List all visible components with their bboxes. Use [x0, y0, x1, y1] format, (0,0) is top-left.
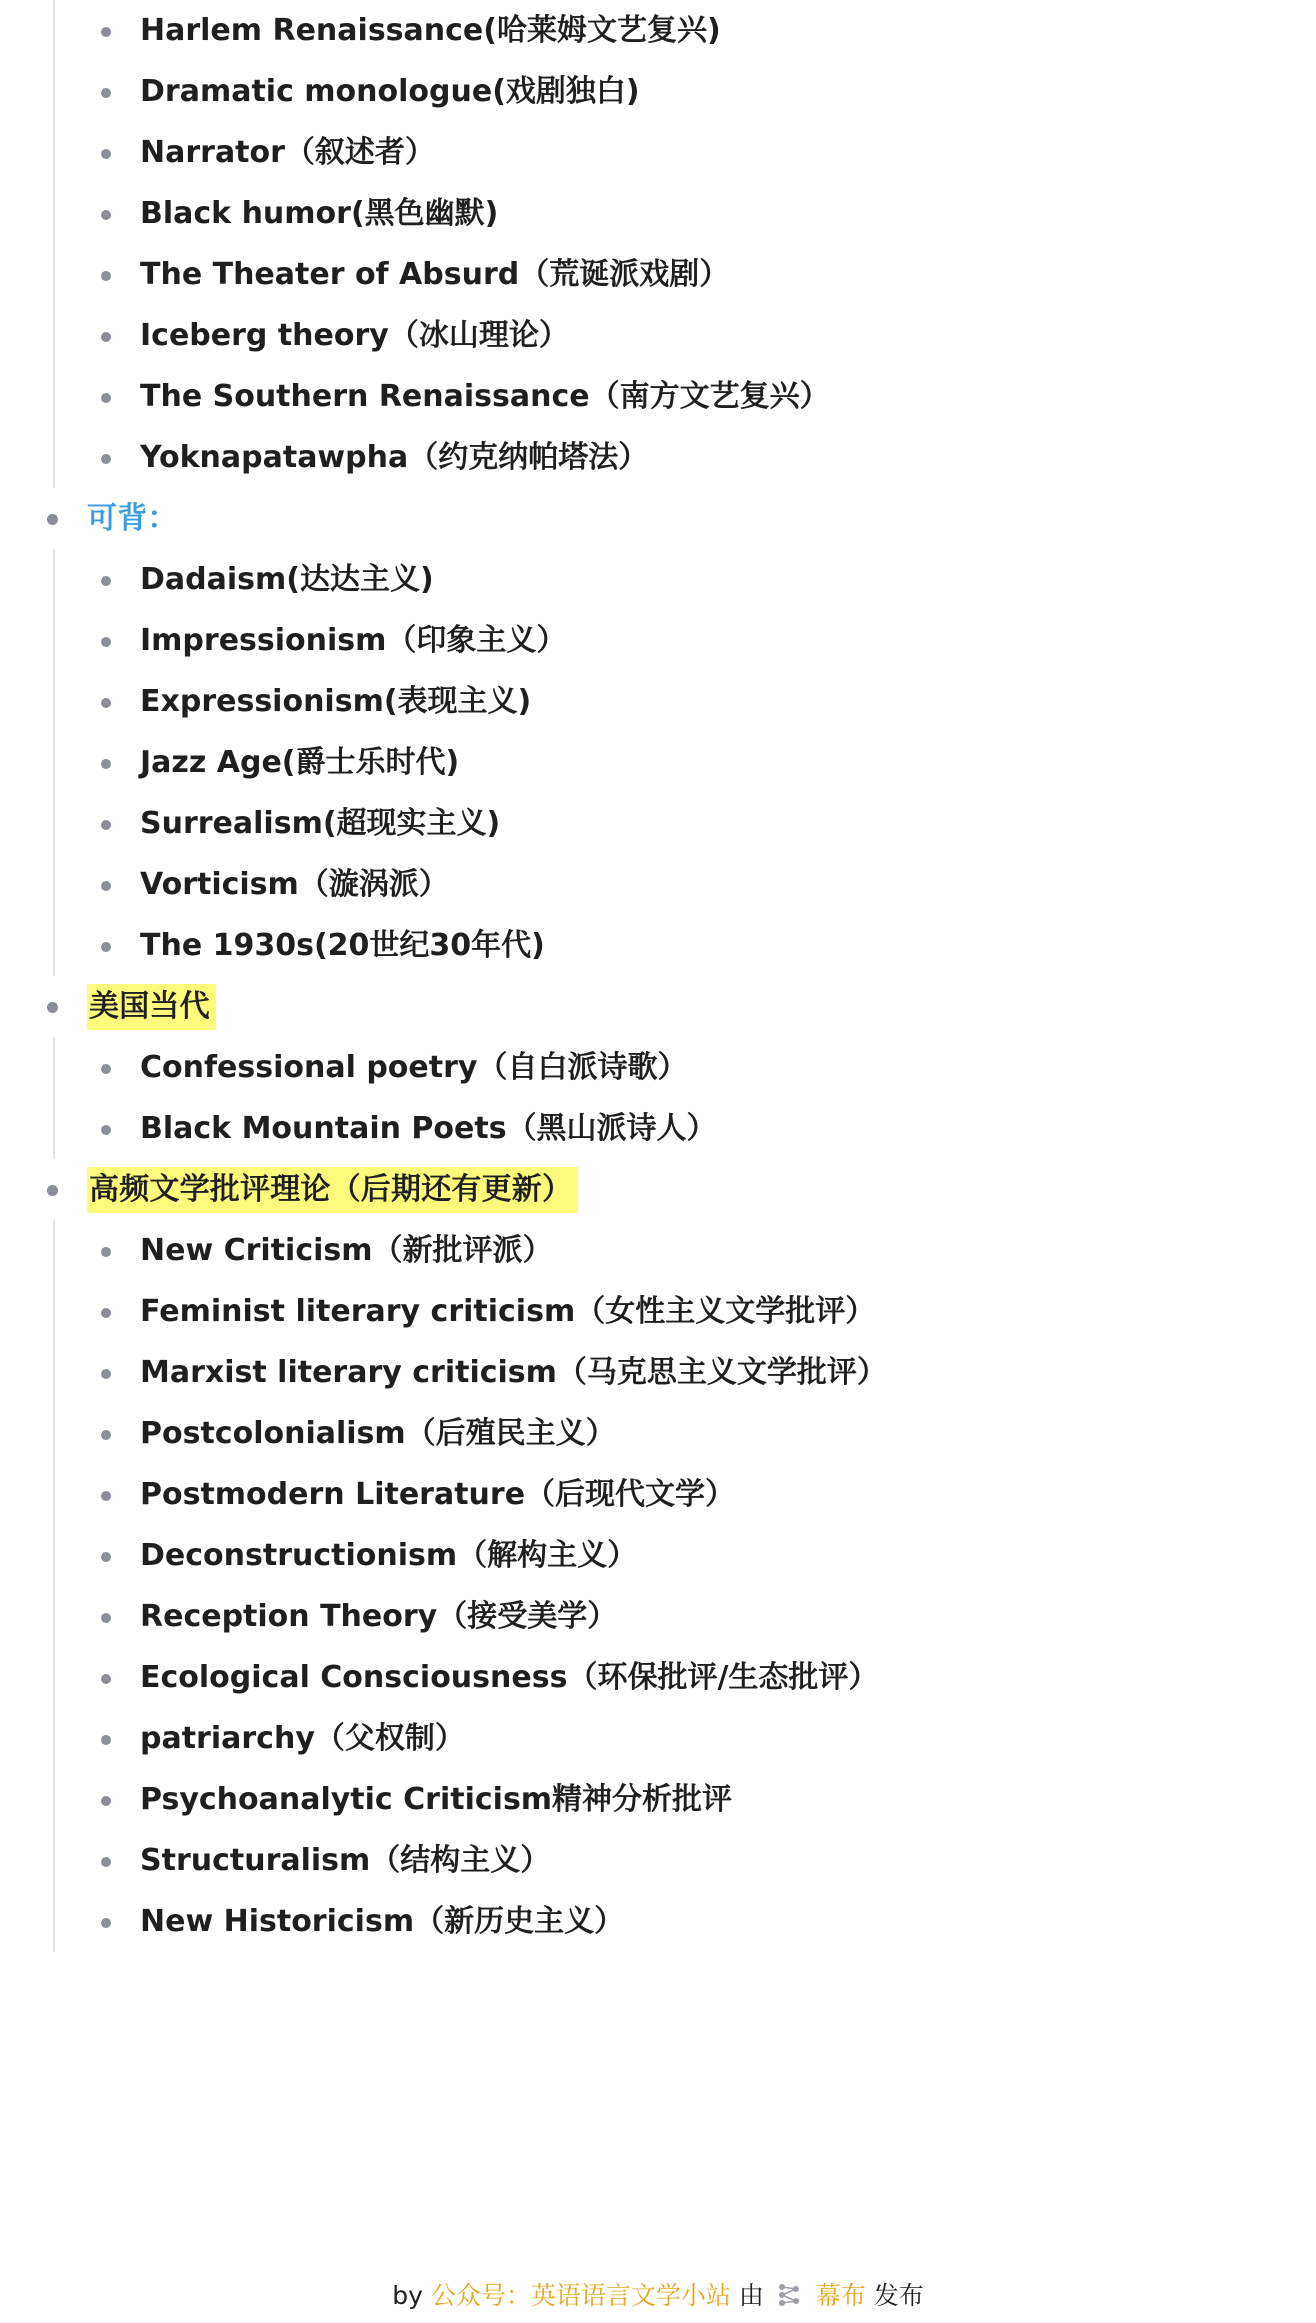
- list-item[interactable]: [0, 1037, 1316, 1098]
- outline-group-memorize: [0, 549, 1316, 976]
- list-item-text: patriarchy（父权制）: [140, 1721, 465, 1756]
- bullet-icon[interactable]: [101, 1308, 111, 1318]
- outline-node-american-contemporary[interactable]: [0, 976, 1316, 1037]
- list-item[interactable]: [0, 1891, 1316, 1952]
- list-item-text: Postmodern Literature（后现代文学）: [140, 1477, 736, 1512]
- bullet-icon[interactable]: [101, 820, 111, 830]
- list-item-text: Psychoanalytic Criticism精神分析批评: [140, 1782, 733, 1817]
- list-item[interactable]: [0, 1769, 1316, 1830]
- list-item[interactable]: [0, 1464, 1316, 1525]
- bullet-icon[interactable]: [101, 88, 111, 98]
- bullet-icon[interactable]: [101, 1735, 111, 1745]
- list-item[interactable]: [0, 427, 1316, 488]
- bullet-icon[interactable]: [101, 1552, 111, 1562]
- list-item-text: Postcolonialism（后殖民主义）: [140, 1416, 616, 1451]
- bullet-icon[interactable]: [101, 454, 111, 464]
- list-item[interactable]: [0, 1403, 1316, 1464]
- bullet-icon[interactable]: [101, 1918, 111, 1928]
- footer-by-text: by: [392, 2281, 423, 2310]
- list-item[interactable]: [0, 244, 1316, 305]
- list-item-text: Reception Theory（接受美学）: [140, 1599, 618, 1634]
- bullet-icon[interactable]: [101, 1491, 111, 1501]
- outline-node-title: 可背：: [87, 501, 178, 536]
- list-item[interactable]: [0, 1647, 1316, 1708]
- bullet-icon[interactable]: [47, 1185, 58, 1196]
- list-item-text: Dramatic monologue(戏剧独白): [140, 74, 640, 109]
- list-item[interactable]: [0, 732, 1316, 793]
- bullet-icon[interactable]: [101, 576, 111, 586]
- list-item-text: Expressionism(表现主义): [140, 684, 532, 719]
- bullet-icon[interactable]: [47, 1002, 58, 1013]
- bullet-icon[interactable]: [101, 332, 111, 342]
- footer-attribution: [0, 2278, 1316, 2314]
- list-item[interactable]: [0, 122, 1316, 183]
- footer-account-link[interactable]: 公众号：英语语言文学小站: [430, 2281, 731, 2310]
- list-item[interactable]: [0, 549, 1316, 610]
- list-item-text: Yoknapatawpha（约克纳帕塔法）: [140, 440, 649, 475]
- bullet-icon[interactable]: [101, 149, 111, 159]
- bullet-icon[interactable]: [101, 1613, 111, 1623]
- bullet-icon[interactable]: [101, 1857, 111, 1867]
- list-item[interactable]: [0, 671, 1316, 732]
- outline-node-title: 美国当代: [87, 984, 216, 1030]
- outline-node-title: 高频文学批评理论（后期还有更新）: [87, 1167, 578, 1213]
- bullet-icon[interactable]: [101, 759, 111, 769]
- list-item[interactable]: [0, 1830, 1316, 1891]
- list-item[interactable]: [0, 1098, 1316, 1159]
- footer-via-text: 由: [738, 2281, 764, 2310]
- list-item[interactable]: [0, 366, 1316, 427]
- bullet-icon[interactable]: [101, 698, 111, 708]
- list-item[interactable]: [0, 183, 1316, 244]
- outline-group-criticism-theory: [0, 1220, 1316, 1952]
- list-item-text: Harlem Renaissance(哈莱姆文艺复兴): [140, 13, 721, 48]
- bullet-icon[interactable]: [101, 27, 111, 37]
- outline-group-continued: [0, 0, 1316, 488]
- bullet-icon[interactable]: [101, 210, 111, 220]
- list-item[interactable]: [0, 793, 1316, 854]
- bullet-icon[interactable]: [101, 1064, 111, 1074]
- list-item[interactable]: [0, 1586, 1316, 1647]
- bullet-icon[interactable]: [101, 271, 111, 281]
- list-item[interactable]: [0, 1525, 1316, 1586]
- list-item[interactable]: [0, 1281, 1316, 1342]
- bullet-icon[interactable]: [101, 1430, 111, 1440]
- list-item[interactable]: [0, 1220, 1316, 1281]
- bullet-icon[interactable]: [101, 1247, 111, 1257]
- list-item-text: Black humor(黑色幽默): [140, 196, 499, 231]
- list-item-text: Confessional poetry（自白派诗歌）: [140, 1050, 688, 1085]
- list-item-text: Jazz Age(爵士乐时代): [140, 745, 460, 780]
- list-item-text: Marxist literary criticism（马克思主义文学批评）: [140, 1355, 887, 1390]
- list-item[interactable]: [0, 854, 1316, 915]
- list-item[interactable]: [0, 61, 1316, 122]
- list-item-text: Structuralism（结构主义）: [140, 1843, 551, 1878]
- bullet-icon[interactable]: [47, 514, 58, 525]
- mubu-logo-icon: [776, 2281, 804, 2309]
- list-item-text: Black Mountain Poets（黑山派诗人）: [140, 1111, 717, 1146]
- list-item-text: The Theater of Absurd（荒诞派戏剧）: [140, 257, 730, 292]
- bullet-icon[interactable]: [101, 393, 111, 403]
- footer-brand-link[interactable]: 幕布: [815, 2281, 866, 2310]
- list-item-text: Iceberg theory（冰山理论）: [140, 318, 569, 353]
- list-item-text: Narrator（叙述者）: [140, 135, 435, 170]
- list-item-text: Ecological Consciousness（环保批评/生态批评）: [140, 1660, 879, 1695]
- list-item[interactable]: [0, 1342, 1316, 1403]
- list-item-text: Surrealism(超现实主义): [140, 806, 501, 841]
- bullet-icon[interactable]: [101, 1796, 111, 1806]
- list-item-text: Dadaism(达达主义): [140, 562, 434, 597]
- list-item[interactable]: [0, 610, 1316, 671]
- list-item-text: Feminist literary criticism（女性主义文学批评）: [140, 1294, 876, 1329]
- list-item[interactable]: [0, 0, 1316, 61]
- bullet-icon[interactable]: [101, 942, 111, 952]
- list-item-text: Impressionism（印象主义）: [140, 623, 567, 658]
- list-item[interactable]: [0, 305, 1316, 366]
- outline-group-american-contemporary: [0, 1037, 1316, 1159]
- bullet-icon[interactable]: [101, 1369, 111, 1379]
- list-item-text: Deconstructionism（解构主义）: [140, 1538, 638, 1573]
- list-item[interactable]: [0, 915, 1316, 976]
- list-item-text: The Southern Renaissance（南方文艺复兴）: [140, 379, 830, 414]
- list-item[interactable]: [0, 1708, 1316, 1769]
- bullet-icon[interactable]: [101, 637, 111, 647]
- bullet-icon[interactable]: [101, 1674, 111, 1684]
- list-item-text: Vorticism（漩涡派）: [140, 867, 449, 902]
- list-item-text: New Historicism（新历史主义）: [140, 1904, 625, 1939]
- bullet-icon[interactable]: [101, 1125, 111, 1135]
- footer-published-text: 发布: [873, 2281, 924, 2310]
- outline-node-memorize[interactable]: [0, 488, 1316, 549]
- outline-node-criticism-theory[interactable]: [0, 1159, 1316, 1220]
- list-item-text: The 1930s(20世纪30年代): [140, 928, 545, 963]
- bullet-icon[interactable]: [101, 881, 111, 891]
- list-item-text: New Criticism（新批评派）: [140, 1233, 553, 1268]
